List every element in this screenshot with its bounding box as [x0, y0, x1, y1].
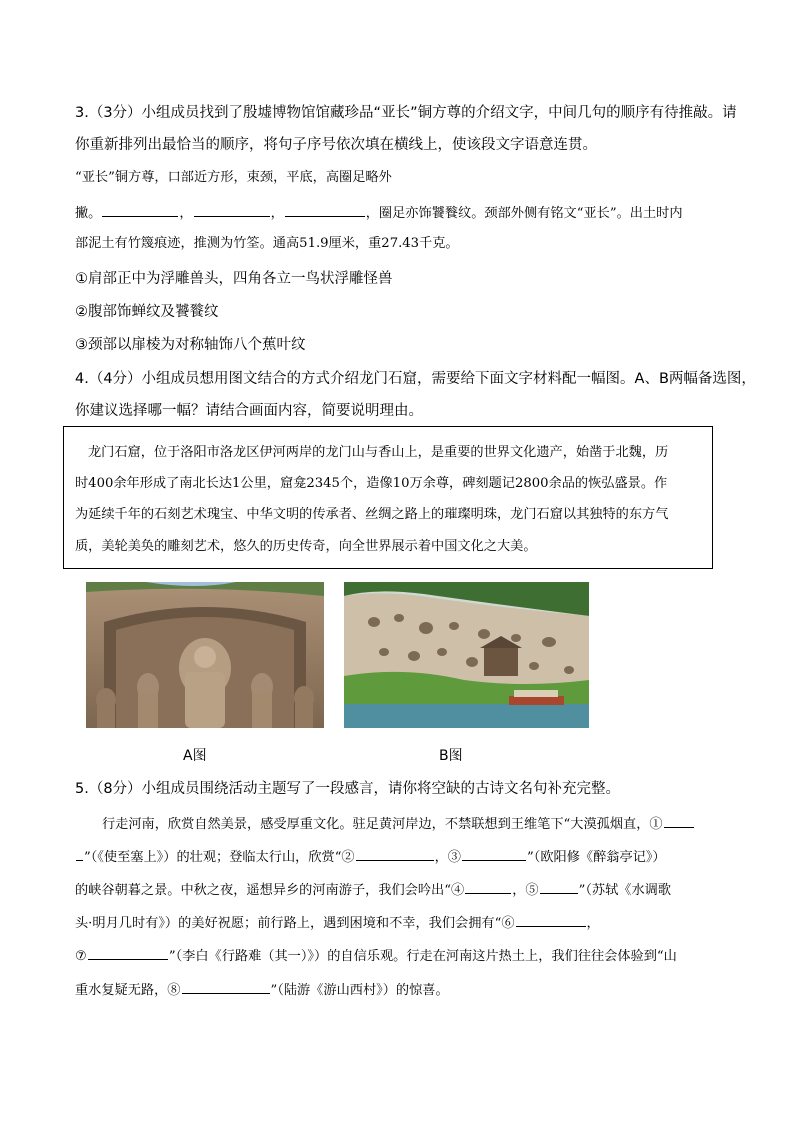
q3-stem-line1: 3.（3分）小组成员找到了殷墟博物馆馆藏珍品“亚长”铜方尊的介绍文字，中间几句的顺序有待推敲。请 — [75, 105, 737, 121]
photo-b-grottoes-hillside — [344, 582, 589, 728]
q5-text: ”（《使至塞上》）的壮观；登临太行山，欣赏“② — [84, 850, 355, 865]
q4-material-box — [63, 426, 713, 569]
q5-blank-3[interactable] — [462, 846, 526, 861]
q5-blank-7[interactable] — [88, 945, 168, 960]
q5-paragraph-line2 — [75, 846, 666, 868]
q5-blank-2[interactable] — [356, 846, 434, 861]
q5-blank-6[interactable] — [516, 912, 586, 927]
q3-stem-line2: 你重新排列出最恰当的顺序，将句子序号依次填在横线上，使该段文字语意连贯。 — [75, 137, 597, 153]
q3-passage-line1: “亚长”铜方尊，口部近方形，束颈，平底，高圈足略外 — [75, 170, 392, 185]
q4-stem-line1: 4.（4分）小组成员想用图文结合的方式介绍龙门石窟，需要给下面文字材料配一幅图。A、B两幅备选图， — [75, 371, 756, 387]
q3-passage-line3: 部泥土有竹篾痕迹，推测为竹筌。通高51.9厘米，重27.43千克。 — [75, 236, 459, 251]
q5-text: ， — [586, 916, 600, 931]
q5-paragraph-line6 — [75, 979, 449, 1001]
q5-text: ”（苏轼《水调歌 — [578, 883, 672, 898]
q5-text: ”（欧阳修《醉翁亭记》） — [527, 850, 666, 865]
q3-passage-text: ，圈足亦饰饕餮纹。颈部外侧有铭文“亚长”。出土时内 — [365, 206, 683, 221]
q3-option-2: ②腹部饰蝉纹及饕餮纹 — [75, 304, 219, 320]
q5-stem: 5.（8分）小组成员围绕活动主题写了一段感言，请你将空缺的古诗文名句补充完整。 — [75, 781, 621, 797]
photo-a-buddha-statues — [86, 582, 324, 728]
q5-paragraph-line1 — [102, 813, 695, 835]
q5-text: ”（陆游《游山西村》）的惊喜。 — [270, 983, 449, 998]
q4-material-line2: 时400余年形成了南北长达1公里，窟龛2345个，造像10万余尊，碑刻题记2800余品的恢弘盛景。作 — [75, 476, 668, 491]
q5-text: 的峡谷朝暮之景。中秋之夜，遥想异乡的河南游子，我们会吟出“④ — [75, 883, 465, 898]
q3-passage-line2 — [75, 202, 683, 224]
q5-paragraph-line4 — [75, 912, 600, 934]
q5-blank-1a[interactable] — [664, 813, 694, 828]
q3-option-1: ①肩部正中为浮雕兽头，四角各立一鸟状浮雕怪兽 — [75, 271, 393, 287]
q4-material-line3: 为延续千年的石刻艺术瑰宝、中华文明的传承者、丝绸之路上的璀璨明珠，龙门石窟以其独特的东方气 — [75, 507, 669, 522]
q3-passage-text: 撇。 — [75, 206, 102, 221]
q5-text: ”（李白《行路难（其一）》）的自信乐观。行走在河南这片热土上，我们往往会体验到“山 — [168, 949, 677, 964]
q5-paragraph-line3 — [75, 879, 671, 901]
q3-separator: ， — [179, 206, 193, 221]
q5-text: 头·明月几时有》）的美好祝愿；前行路上，遇到困境和不幸，我们会拥有“⑥ — [75, 916, 515, 931]
q5-text: ，③ — [434, 850, 461, 865]
q3-answer-blank-1[interactable] — [102, 202, 178, 217]
q5-blank-1b[interactable] — [76, 846, 83, 861]
q5-text: 行走河南，欣赏自然美景，感受厚重文化。驻足黄河岸边，不禁联想到王维笔下“大漠孤烟直，① — [102, 817, 663, 832]
q3-separator: ， — [270, 206, 284, 221]
q4-stem-line2: 你建议选择哪一幅？请结合画面内容，简要说明理由。 — [75, 403, 423, 419]
q4-material-line1: 龙门石窟，位于洛阳市洛龙区伊河两岸的龙门山与香山上，是重要的世界文化遗产，始凿于北魏，历 — [88, 445, 669, 460]
q5-text: 重水复疑无路，⑧ — [75, 983, 181, 998]
q5-text: ⑦ — [75, 949, 87, 964]
q3-answer-blank-3[interactable] — [285, 202, 365, 217]
q5-blank-5[interactable] — [540, 879, 578, 894]
q3-answer-blank-2[interactable] — [194, 202, 270, 217]
caption-a: A图 — [183, 748, 207, 764]
q3-option-3: ③颈部以扉棱为对称轴饰八个蕉叶纹 — [75, 337, 306, 353]
caption-b: B图 — [439, 748, 463, 764]
q4-material-line4: 质，美轮美奂的雕刻艺术，悠久的历史传奇，向全世界展示着中国文化之大美。 — [75, 539, 537, 554]
q5-paragraph-line5 — [75, 945, 677, 967]
q5-blank-8[interactable] — [182, 979, 270, 994]
q5-blank-4[interactable] — [465, 879, 511, 894]
q5-text: ，⑤ — [512, 883, 539, 898]
